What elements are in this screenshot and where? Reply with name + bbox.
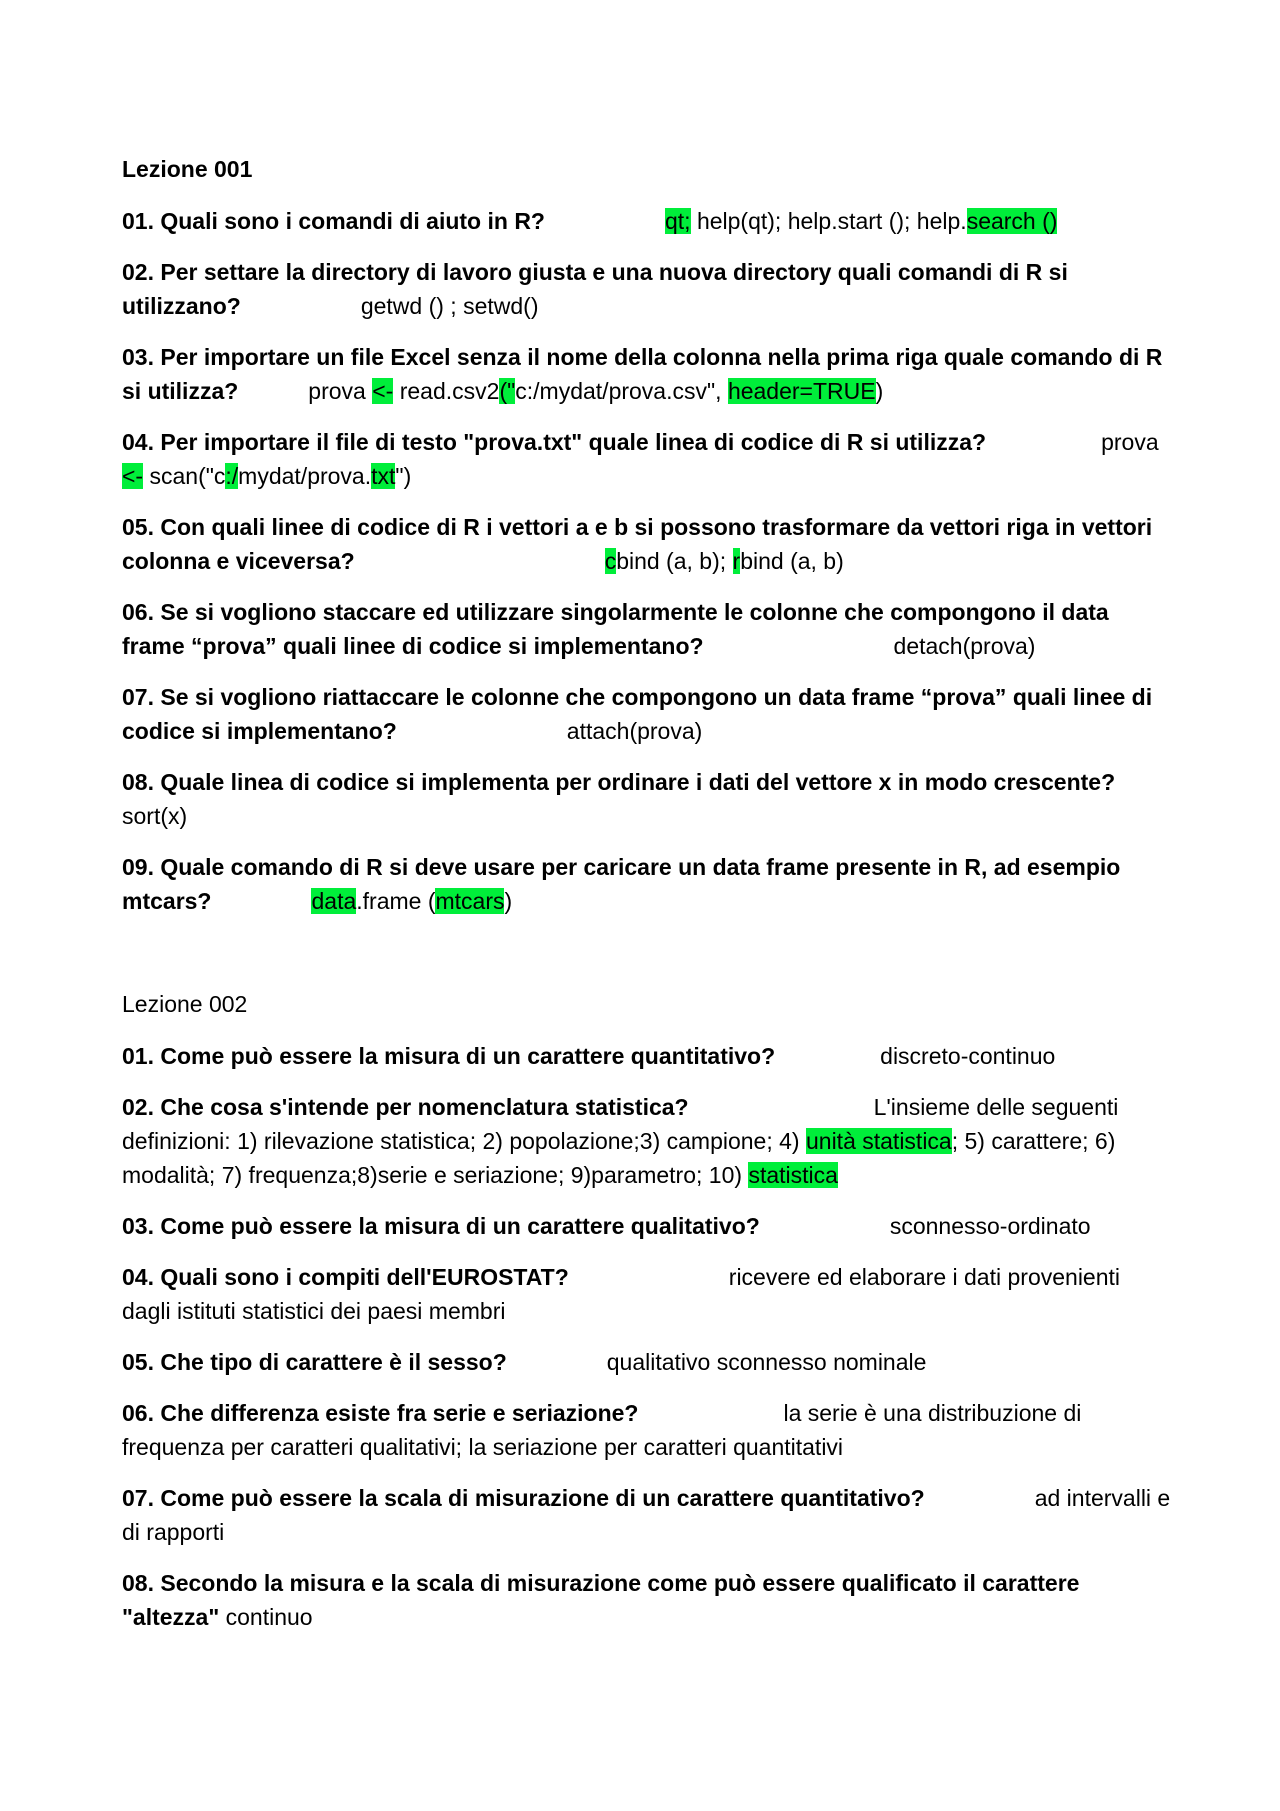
question-text: 04. Quali sono i compiti dell'EUROSTAT? — [122, 1264, 569, 1290]
question-text: 02. Per settare la directory di lavoro giusta e una nuova directory quali comandi di R si utilizzano? — [122, 259, 1068, 319]
question-text: 04. Per importare il file di testo "prova.txt" quale linea di codice di R si utilizza? — [122, 429, 987, 455]
question-item — [122, 850, 1172, 918]
answer-text: L'insieme delle seguenti definizioni: 1) rilevazione statistica; 2) popolazione;3) campione; 4) — [122, 1094, 1119, 1154]
document-content — [122, 152, 1172, 1651]
answer-text: read.csv2 — [393, 378, 500, 404]
answer-text: ") — [395, 463, 412, 489]
answer-text: prova — [1101, 429, 1159, 455]
answer-text: ad intervalli e di rapporti — [122, 1485, 1171, 1545]
answer-text: continuo — [225, 1604, 313, 1630]
answer-highlight: <- — [372, 378, 394, 404]
answer-text: la serie è una distribuzione di frequenza per caratteri qualitativi; la seriazione per caratteri quantitativi — [122, 1400, 1082, 1460]
answer-text: ; 5) carattere; 6) modalità; 7) frequenza;8)serie e seriazione; 9)parametro; 10) — [122, 1128, 1116, 1188]
answer-highlight: :/ — [225, 463, 239, 489]
answer-highlight: header=TRUE — [727, 378, 876, 404]
answer-text: sconnesso-ordinato — [889, 1213, 1091, 1239]
question-item — [122, 1345, 1172, 1379]
lesson-title: Lezione 001 — [122, 156, 253, 182]
answer-highlight: qt; — [664, 208, 691, 234]
question-item — [122, 1039, 1172, 1073]
answer-highlight: data — [311, 888, 357, 914]
lesson-title: Lezione 002 — [122, 991, 248, 1017]
question-text: 07. Come può essere la scala di misurazione di un carattere quantitativo? — [122, 1485, 925, 1511]
question-item — [122, 1090, 1172, 1192]
question-item — [122, 1260, 1172, 1328]
answer-text: discreto-continuo — [880, 1043, 1056, 1069]
question-text: 05. Che tipo di carattere è il sesso? — [122, 1349, 507, 1375]
question-item — [122, 765, 1172, 833]
question-text: 05. Con quali linee di codice di R i vettori a e b si possono trasformare da vettori riga in vettori colonna e viceversa? — [122, 514, 1153, 574]
question-text: 08. Quale linea di codice si implementa per ordinare i dati del vettore x in modo crescente? — [122, 769, 1116, 795]
answer-text: ricevere ed elaborare i dati provenienti dagli istituti statistici dei paesi membri — [122, 1264, 1121, 1324]
answer-highlight: <- — [122, 463, 144, 489]
answer-highlight: txt — [371, 463, 396, 489]
answer-text: help(qt); help.start (); help. — [690, 208, 967, 234]
answer-text: sort(x) — [122, 803, 188, 829]
answer-highlight: search () — [966, 208, 1058, 234]
question-item — [122, 255, 1172, 323]
answer-text: c:/mydat/prova.csv", — [515, 378, 728, 404]
question-text: 03. Come può essere la misura di un carattere qualitativo? — [122, 1213, 760, 1239]
question-text: 06. Che differenza esiste fra serie e seriazione? — [122, 1400, 639, 1426]
answer-text: bind (a, b); — [616, 548, 733, 574]
question-item — [122, 204, 1172, 238]
answer-highlight: c — [604, 548, 617, 574]
answer-text: .frame ( — [356, 888, 436, 914]
question-item — [122, 1481, 1172, 1549]
answer-highlight: unità statistica — [805, 1128, 952, 1154]
question-item — [122, 595, 1172, 663]
question-item — [122, 1209, 1172, 1243]
question-item — [122, 1566, 1172, 1634]
answer-text: ) — [875, 378, 884, 404]
question-text: 06. Se si vogliono staccare ed utilizzare singolarmente le colonne che compongono il data frame “prova” quali linee di codice si implementano? — [122, 599, 1109, 659]
answer-text: attach(prova) — [566, 718, 703, 744]
question-text: 01. Quali sono i comandi di aiuto in R? — [122, 208, 545, 234]
question-item — [122, 1396, 1172, 1464]
answer-text: mydat/prova. — [238, 463, 372, 489]
answer-text: getwd () ; setwd() — [360, 293, 539, 319]
answer-text: prova — [308, 378, 373, 404]
answer-highlight: statistica — [748, 1162, 838, 1188]
answer-highlight: r — [732, 548, 741, 574]
answer-text: bind (a, b) — [740, 548, 844, 574]
answer-highlight: (" — [499, 378, 516, 404]
question-item — [122, 680, 1172, 748]
question-text: 02. Che cosa s'intende per nomenclatura statistica? — [122, 1094, 689, 1120]
question-item — [122, 425, 1172, 493]
answer-text: detach(prova) — [893, 633, 1036, 659]
question-text: 08. Secondo la misura e la scala di misurazione come può essere qualificato il carattere "altezza" — [122, 1570, 1080, 1630]
question-item — [122, 340, 1172, 408]
answer-highlight: mtcars — [435, 888, 505, 914]
answer-text: qualitativo sconnesso nominale — [606, 1349, 927, 1375]
section-spacer — [122, 935, 1172, 987]
answer-text: ) — [504, 888, 513, 914]
question-item — [122, 510, 1172, 578]
question-text: 07. Se si vogliono riattaccare le colonne che compongono un data frame “prova” quali linee di codice si implementano? — [122, 684, 1153, 744]
answer-text: scan("c — [143, 463, 226, 489]
question-text: 01. Come può essere la misura di un carattere quantitativo? — [122, 1043, 776, 1069]
question-text: 09. Quale comando di R si deve usare per caricare un data frame presente in R, ad esempio mtcars? — [122, 854, 1121, 914]
question-text: 03. Per importare un file Excel senza il nome della colonna nella prima riga quale comando di R si utilizza? — [122, 344, 1163, 404]
